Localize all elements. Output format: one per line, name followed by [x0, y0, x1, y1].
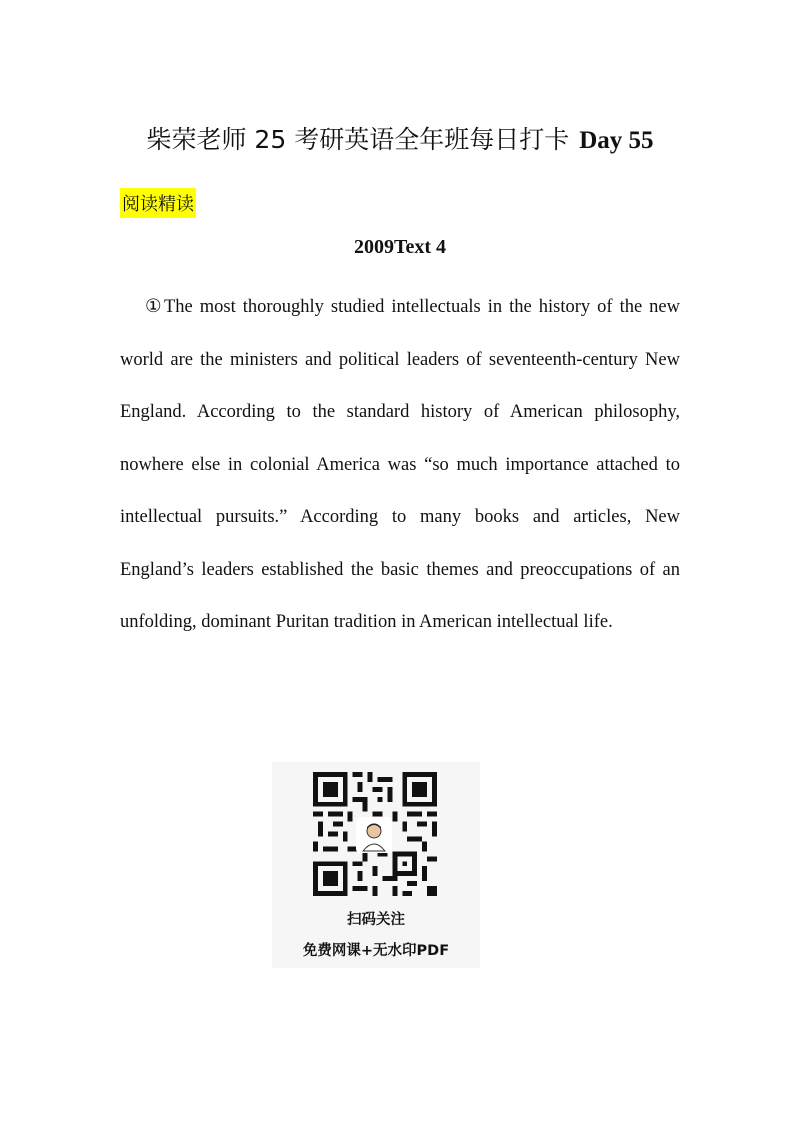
article-paragraph: ①The most thoroughly studied intellectuals in the history of the new world are the ministers and political leaders of seventeenth-century New England. According to the standard history of American philosophy, nowhere else in colonial America was “so much importance attached to intellectual pursuits.” According to many books and articles, New England’s leaders established the basic themes and preoccupations of an unfolding, dominant Puritan tradition in American intellectual life.: [120, 297, 680, 632]
article-title: 2009Text 4: [353, 236, 447, 258]
page-title: [0, 120, 800, 156]
section-label: 阅读精读: [120, 188, 196, 218]
page-title-day: Day 55: [579, 127, 654, 154]
qr-caption-offer: 免费网课+无水印PDF: [302, 943, 450, 959]
qr-card: [272, 762, 480, 968]
qr-caption-scan: 扫码关注: [347, 912, 405, 928]
page-title-text: 柴荣老师 25 考研英语全年班每日打卡: [146, 125, 570, 154]
avatar-icon: [356, 817, 392, 853]
